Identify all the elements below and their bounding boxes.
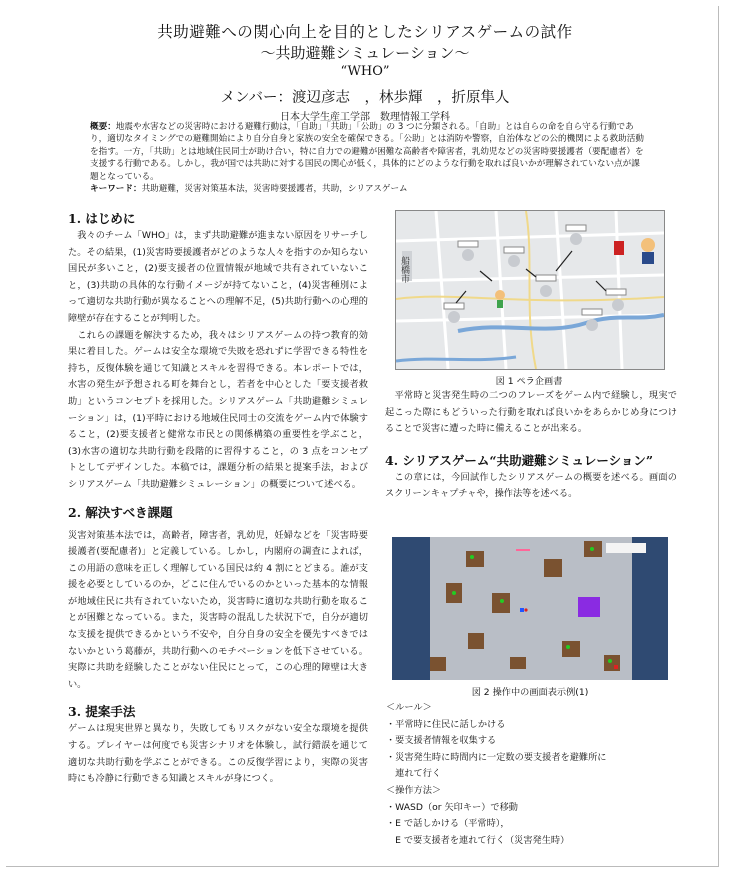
player <box>520 608 524 612</box>
map-illustration <box>396 211 664 369</box>
section-2-paragraph-1: 災害対策基本法では，高齢者，障害者，乳幼児，妊婦などを「災害時要援護者(要配慮者)」と定義している。しかし，内閣府の調査によれば，この用語の意味を正しく理解している国民は約 4 割にとどまる。誰が支援を必要としているのか，どこに住んでいるのかといった基本的な情報が地域住民に共有されていないため，災害時に適切な共助行動を取ることが困難となっている。また，災害時の混乱した状況下で，自分が適切な支援を提供できるかという不安や，自分自身の安全を優先すべきではないかという葛藤が，共助行動へのモチベーションを低下させている。実際に共助を経験したことがない住民にとって，この心理的障壁は大きい。 <box>68 529 368 690</box>
section-1-paragraph-2: これらの課題を解決するため，我々はシリアスゲームの持つ教育的効果に着目した。ゲームは安全な環境で失敗を恐れずに学習できる特性を持ち，反復体験を通じて知識とスキルを習得できる。本レポートでは，水害の発生が予想される町を舞台とし，若者を中心とした「要支援者救助」というコンセプトを採用した。シリアスゲーム「共助避難シミュレーション」は，(1)平時における地域住民同士の交流をゲーム内で体験すること，(2)要支援者と健常な市民との関係構築の重要性を学ぶこと，(3)水害の適切な共助行動を段階的に習得すること，の 3 点をコンセプトとしてデザインした。本稿では，課題分析の結果と提案手法，およびシリアスゲーム「共助避難シミュレーション」の概要について述べる。 <box>68 329 368 490</box>
section-1-paragraph-1: 我々のチーム「WHO」は，まず共助避難が進まない原因をリサーチした。その結果，(1)災害時要援護者がどのような人々を指すのか知らない国民が多いこと，(2)要支援者の位置情報が地域で共有されていないこと，(3)共助の具体的な行動イメージが持てないこと，(4)災害種別によって適切な共助行動が異なることへの理解不足，(5)共助行動への心理的障壁が存在することが判明した。 <box>68 230 368 324</box>
section-3-paragraph-1: ゲームは現実世界と異なり，失敗してもリスクがない安全な環境を提供する。プレイヤーは何度でも災害シナリオを体験し，試行錯誤を通じて適切な共助行動を学ぶことができる。この反復学習により，実際の災害時にも冷静に行動できる知識とスキルが身につく。 <box>68 723 368 785</box>
figure-2-game-screen <box>392 537 668 680</box>
rule-3: ・災害発生時に時間内に一定数の要支援者を避難所に <box>386 751 607 763</box>
paper-title: 共助避難への関心向上を目的としたシリアスゲームの試作 <box>157 23 573 41</box>
status-window <box>606 543 646 553</box>
map-city-label: 船橋市 <box>399 256 409 283</box>
figure-1-description: 平常時と災害発生時の二つのフレーズをゲーム内で経験し，現実で起こった際にもどういった行動を取れば良いかをあらかじめ身につけることで災害に遭った時に備えることが出来る。 <box>385 390 677 435</box>
water-right <box>632 537 668 680</box>
left-column <box>68 210 368 788</box>
rule-3-continued: 連れて行く <box>386 768 442 780</box>
game-screen-illustration <box>392 537 668 680</box>
rules-heading: ＜ルール＞ <box>386 702 432 713</box>
keywords-text: 共助避難，災害対策基本法，災害時要援護者，共助，シリアスゲーム <box>141 184 408 195</box>
control-1: ・WASD（or 矢印キー）で移動 <box>386 801 518 813</box>
water-left <box>392 537 430 680</box>
abstract <box>90 121 645 195</box>
rule-2: ・要支援者情報を収集する <box>386 735 497 747</box>
abstract-label: 概要： <box>90 122 116 132</box>
abstract-text: 地震や水害などの災害時における避難行動は，「自助」「共助」「公助」の 3 つに分類される。「自助」とは自らの命を自ら守る行動であり，適切なタイミングでの避難開始により自分自身と家族の安全を確保できる。「公助」とは消防や警察，自治体などの公的機関による救助活動を指す。一方，「共助」とは地域住民同士が助け合い，特に自力での避難が困難な高齢者や障害者，乳幼児などの災害時要援護者（要配慮者）を支援する行動である。しかし，我が国では共助に対する国民の関心が低く，具体的にどのような行動を取れば良いかが理解されていない点が課題となっている。 <box>90 122 644 182</box>
paper-subtitle: 〜共助避難シミュレーション〜 <box>260 44 470 62</box>
right-column-top <box>385 388 677 503</box>
controls-heading: ＜操作方法＞ <box>386 784 442 796</box>
shelter <box>578 597 600 617</box>
control-2: ・E で話しかける（平常時）， <box>386 818 510 830</box>
rule-1: ・平常時に住民に話しかける <box>386 718 506 730</box>
keywords-label: キーワード： <box>90 184 142 195</box>
section-4-paragraph-1: この章には，今回試作したシリアスゲームの概要を述べる。画面のスクリーンキャプチャや，操作法等を述べる。 <box>385 471 677 500</box>
control-3: E で要支援者を連れて行く（災害発生時） <box>386 834 570 846</box>
section-4-heading: 4. シリアスゲーム“共助避難シミュレーション” <box>385 452 654 468</box>
figure-2-caption: 図 2 操作中の画面表示例(1) <box>471 687 589 698</box>
team-name: “WHO” <box>340 64 390 79</box>
section-3-heading: 3. 提案手法 <box>68 704 136 720</box>
section-1-heading: 1. はじめに <box>68 211 136 226</box>
rules-and-controls <box>386 700 686 849</box>
figure-1-caption: 図 1 ペラ企画書 <box>495 376 563 387</box>
figure-1-map <box>395 210 665 370</box>
members: メンバー：渡辺彦志 ，林歩輝 ，折原隼人 <box>220 90 510 106</box>
affiliation: 日本大学生産工学部 数理情報工学科 <box>280 112 450 123</box>
section-2-heading: 2. 解決すべき課題 <box>68 504 173 520</box>
